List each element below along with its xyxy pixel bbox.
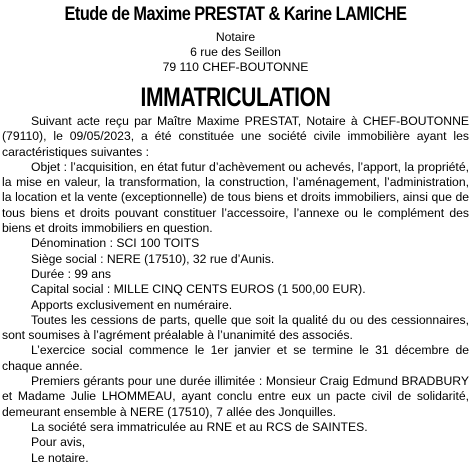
paragraph-object: Objet : l’acquisition, en état futur d’achèvement ou achevés, l’apport, la propriété, la mise en valeur, la transformation, la construction, l’aménagement, l’administration, la location et la vente (exceptionnelle) de tous biens et droits immobiliers, ainsi que de tous biens et droits pouvant constituer l’accessoire, l’annexe ou le complément des biens et droits immobiliers en question. [2,159,469,236]
notice-title: IMMATRICULATION [140,82,331,112]
office-street: 6 rue des Seillon [190,45,281,59]
notice-body [2,114,469,466]
paragraph-contributions: Apports exclusivement en numéraire. [31,297,233,312]
paragraph-signature: Le notaire. [31,450,89,465]
office-role: Notaire [215,30,256,44]
paragraph-intro: Suivant acte reçu par Maître Maxime PRESTAT, Notaire à CHEF-BOUTONNE (79110), le 09/05/2023, a été constituée une société civile immobilière ayant les caractéristiques suivantes : [2,114,469,159]
office-title: Etude de Maxime PRESTAT & Karine LAMICHE [64,4,407,25]
paragraph-registration: La société sera immatriculée au RNE et au RCS de SAINTES. [31,419,368,434]
paragraph-capital: Capital social : MILLE CINQ CENTS EUROS (1 500,00 EUR). [31,282,366,297]
paragraph-duration: Durée : 99 ans [31,266,111,281]
paragraph-fiscal-year: L’exercice social commence le 1er janvier et se termine le 31 décembre de chaque année. [2,343,469,373]
paragraph-head-office: Siège social : NERE (17510), 32 rue d’Aunis. [31,251,275,266]
paragraph-managers: Premiers gérants pour une durée illimitée : Monsieur Craig Edmund BRADBURY et Madame Julie LHOMMEAU, ayant conclu entre eux un pacte civil de solidarité, demeurant ensemble à NERE (17510), 7 allée des Jonquilles. [2,374,469,419]
paragraph-share-transfers: Toutes les cessions de parts, quelle que soit la qualité du ou des cessionnaires, sont soumises à l’agrément préalable à l’unanimité des associés. [2,312,469,343]
office-address [2,30,469,75]
paragraph-name: Dénomination : SCI 100 TOITS [31,236,200,251]
paragraph-pour-avis: Pour avis, [31,435,86,450]
office-city: 79 110 CHEF-BOUTONNE [162,60,309,74]
